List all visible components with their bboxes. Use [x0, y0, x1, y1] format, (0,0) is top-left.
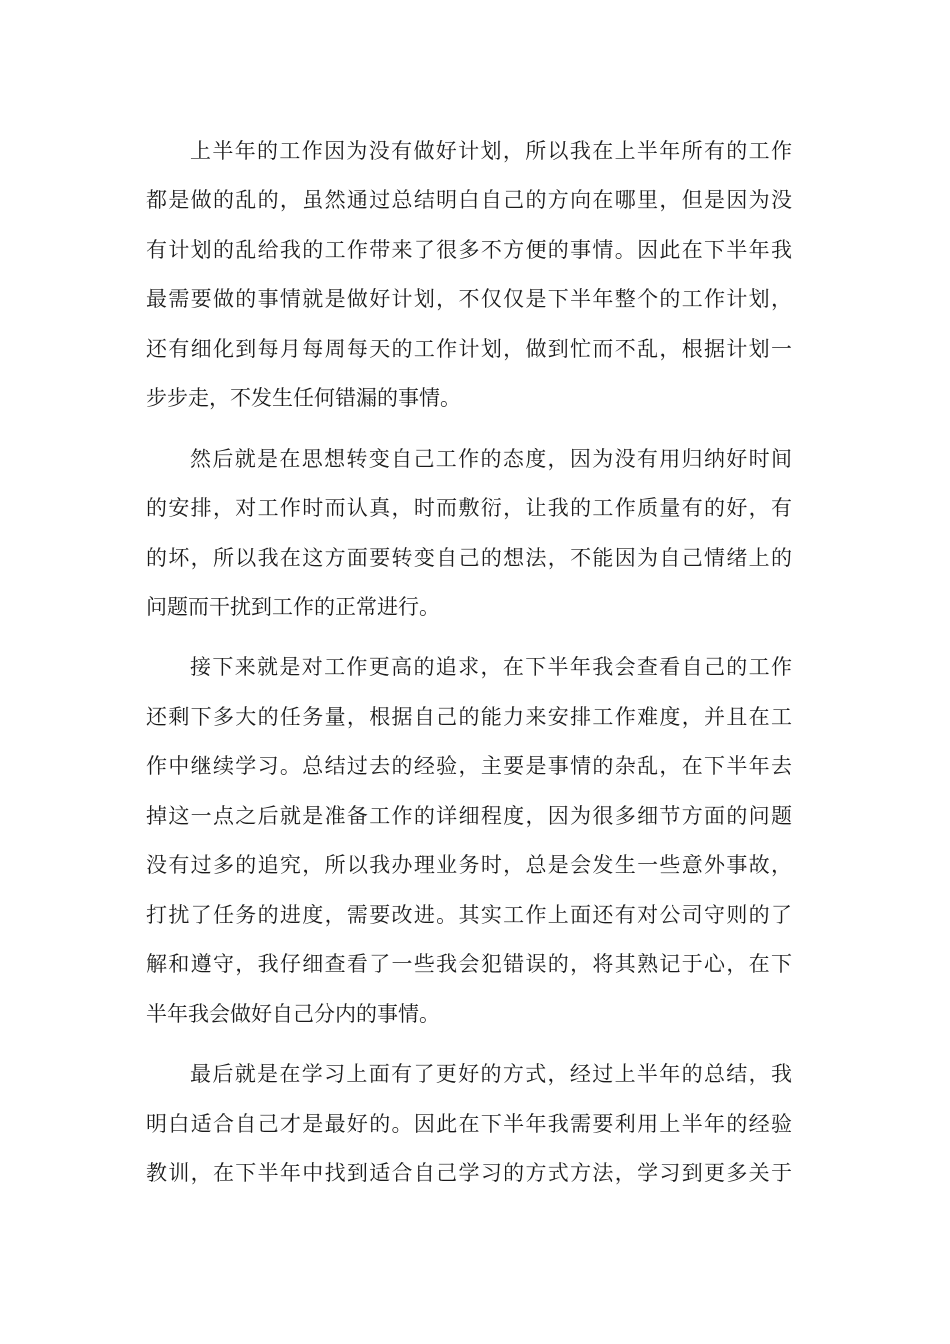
paragraph-1-line-6: 步步走，不发生任何错漏的事情。 [146, 386, 461, 410]
paragraph-1-line-3: 有计划的乱给我的工作带来了很多不方便的事情。因此在下半年我 [146, 238, 792, 262]
paragraph-2-line-4: 问题而干扰到工作的正常进行。 [146, 595, 440, 619]
paragraph-3-line-4: 掉这一点之后就是准备工作的详细程度，因为很多细节方面的问题 [146, 804, 792, 828]
paragraph-1-line-1: 上半年的工作因为没有做好计划，所以我在上半年所有的工作 [190, 139, 792, 163]
paragraph-3-line-1: 接下来就是对工作更高的追求，在下半年我会查看自己的工作 [190, 655, 792, 679]
paragraph-4-line-1: 最后就是在学习上面有了更好的方式，经过上半年的总结，我 [190, 1062, 792, 1086]
paragraph-3-line-2: 还剩下多大的任务量，根据自己的能力来安排工作难度，并且在工 [146, 705, 792, 729]
paragraph-1-line-5: 还有细化到每月每周每天的工作计划，做到忙而不乱，根据计划一 [146, 337, 792, 361]
paragraph-2-line-2: 的安排，对工作时而认真，时而敷衍，让我的工作质量有的好，有 [146, 496, 792, 520]
paragraph-3-line-3: 作中继续学习。总结过去的经验，主要是事情的杂乱，在下半年去 [146, 754, 792, 778]
paragraph-4-line-2: 明白适合自己才是最好的。因此在下半年我需要利用上半年的经验 [146, 1112, 792, 1136]
paragraph-1-line-2: 都是做的乱的，虽然通过总结明白自己的方向在哪里，但是因为没 [146, 188, 792, 212]
paragraph-3-line-6: 打扰了任务的进度，需要改进。其实工作上面还有对公司守则的了 [146, 903, 792, 927]
paragraph-2-line-1: 然后就是在思想转变自己工作的态度，因为没有用归纳好时间 [190, 447, 792, 471]
paragraph-3-line-5: 没有过多的追究，所以我办理业务时，总是会发生一些意外事故， [146, 853, 792, 877]
paragraph-2-line-3: 的坏，所以我在这方面要转变自己的想法，不能因为自己情绪上的 [146, 546, 792, 570]
paragraph-3-line-8: 半年我会做好自己分内的事情。 [146, 1002, 440, 1026]
paragraph-3-line-7: 解和遵守，我仔细查看了一些我会犯错误的，将其熟记于心，在下 [146, 952, 792, 976]
paragraph-1-line-4: 最需要做的事情就是做好计划，不仅仅是下半年整个的工作计划， [146, 287, 792, 311]
paragraph-4-line-3: 教训，在下半年中找到适合自己学习的方式方法，学习到更多关于 [146, 1161, 792, 1185]
